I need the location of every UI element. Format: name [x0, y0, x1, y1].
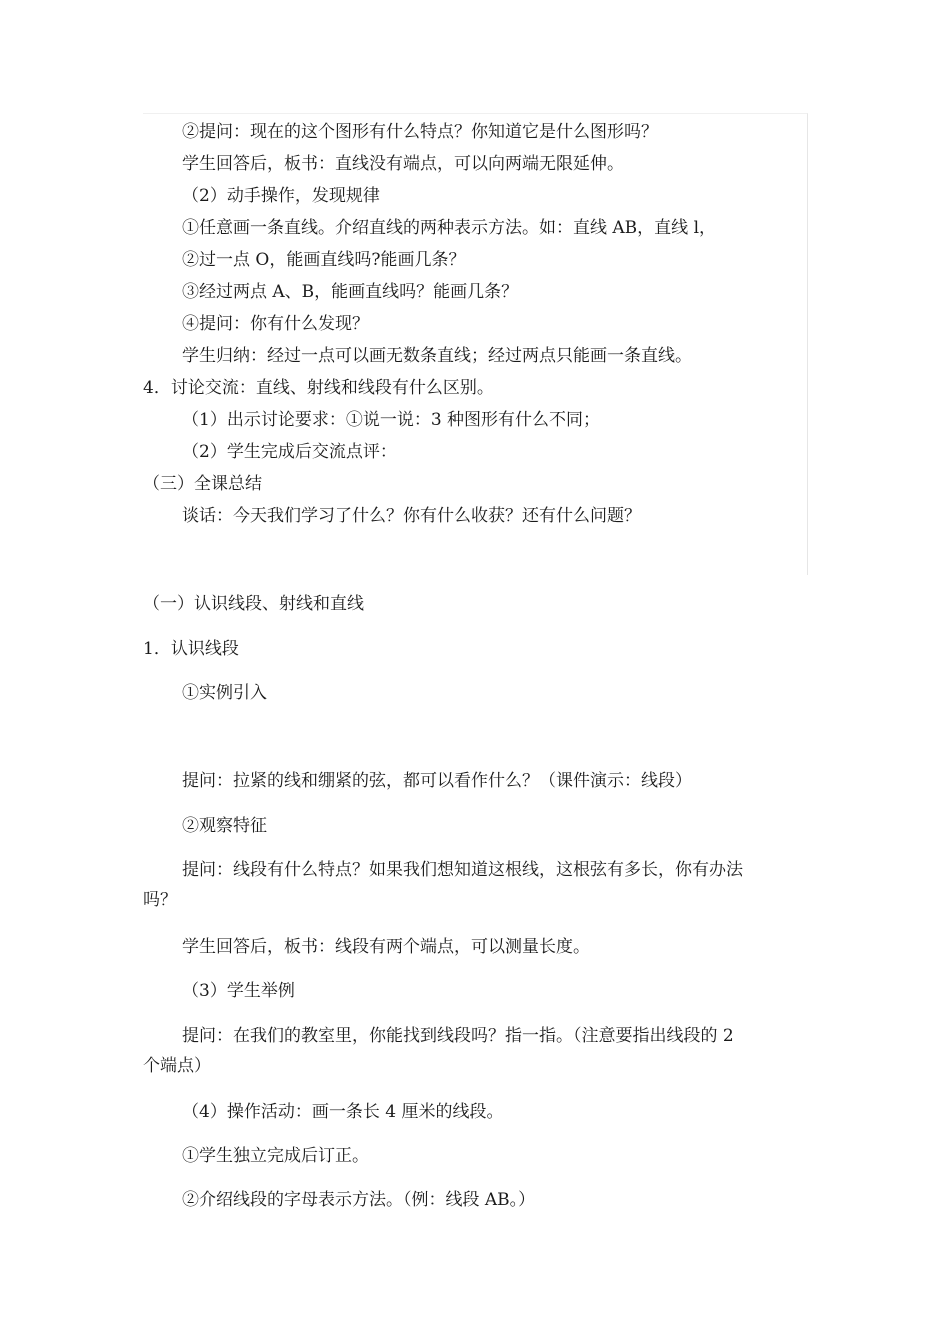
- box-line-9: 4．讨论交流：直线、射线和线段有什么区别。: [143, 378, 494, 398]
- main-line-5: ②观察特征: [182, 816, 267, 836]
- main-line-13: ①学生独立完成后订正。: [182, 1146, 369, 1166]
- main-line-11: 个端点）: [143, 1056, 211, 1076]
- main-line-3: ①实例引入: [182, 683, 267, 703]
- box-line-11: （2）学生完成后交流点评：: [182, 442, 397, 462]
- box-line-4: ①任意画一条直线。介绍直线的两种表示方法。如：直线 AB，直线 l，: [182, 218, 717, 238]
- main-line-1: （一）认识线段、射线和直线: [143, 594, 364, 614]
- main-line-9: （3）学生举例: [182, 981, 295, 1001]
- box-line-1: ②提问：现在的这个图形有什么特点？你知道它是什么图形吗？: [182, 122, 658, 142]
- box-line-7: ④提问：你有什么发现？: [182, 314, 369, 334]
- main-line-14: ②介绍线段的字母表示方法。（例：线段 AB。）: [182, 1190, 536, 1210]
- main-line-6: 提问：线段有什么特点？如果我们想知道这根线，这根弦有多长，你有办法: [182, 860, 743, 880]
- main-line-4: 提问：拉紧的线和绷紧的弦，都可以看作什么？（课件演示：线段）: [182, 771, 692, 791]
- main-line-7: 吗？: [143, 890, 177, 910]
- main-line-10: 提问：在我们的教室里，你能找到线段吗？指一指。（注意要指出线段的 2: [182, 1026, 734, 1046]
- main-line-2: 1．认识线段: [143, 639, 239, 659]
- box-line-8: 学生归纳：经过一点可以画无数条直线；经过两点只能画一条直线。: [182, 346, 692, 366]
- box-line-2: 学生回答后，板书：直线没有端点，可以向两端无限延伸。: [182, 154, 624, 174]
- box-line-5: ②过一点 O，能画直线吗?能画几条？: [182, 250, 466, 270]
- box-line-12: （三）全课总结: [143, 474, 262, 494]
- box-line-6: ③经过两点 A、B，能画直线吗？能画几条？: [182, 282, 519, 302]
- box-line-13: 谈话：今天我们学习了什么？你有什么收获？还有什么问题？: [182, 506, 641, 526]
- box-line-10: （1）出示讨论要求：①说一说：3 种图形有什么不同；: [182, 410, 601, 430]
- main-line-12: （4）操作活动：画一条长 4 厘米的线段。: [182, 1102, 504, 1122]
- box-line-3: （2）动手操作，发现规律: [182, 186, 380, 206]
- main-line-8: 学生回答后，板书：线段有两个端点，可以测量长度。: [182, 937, 590, 957]
